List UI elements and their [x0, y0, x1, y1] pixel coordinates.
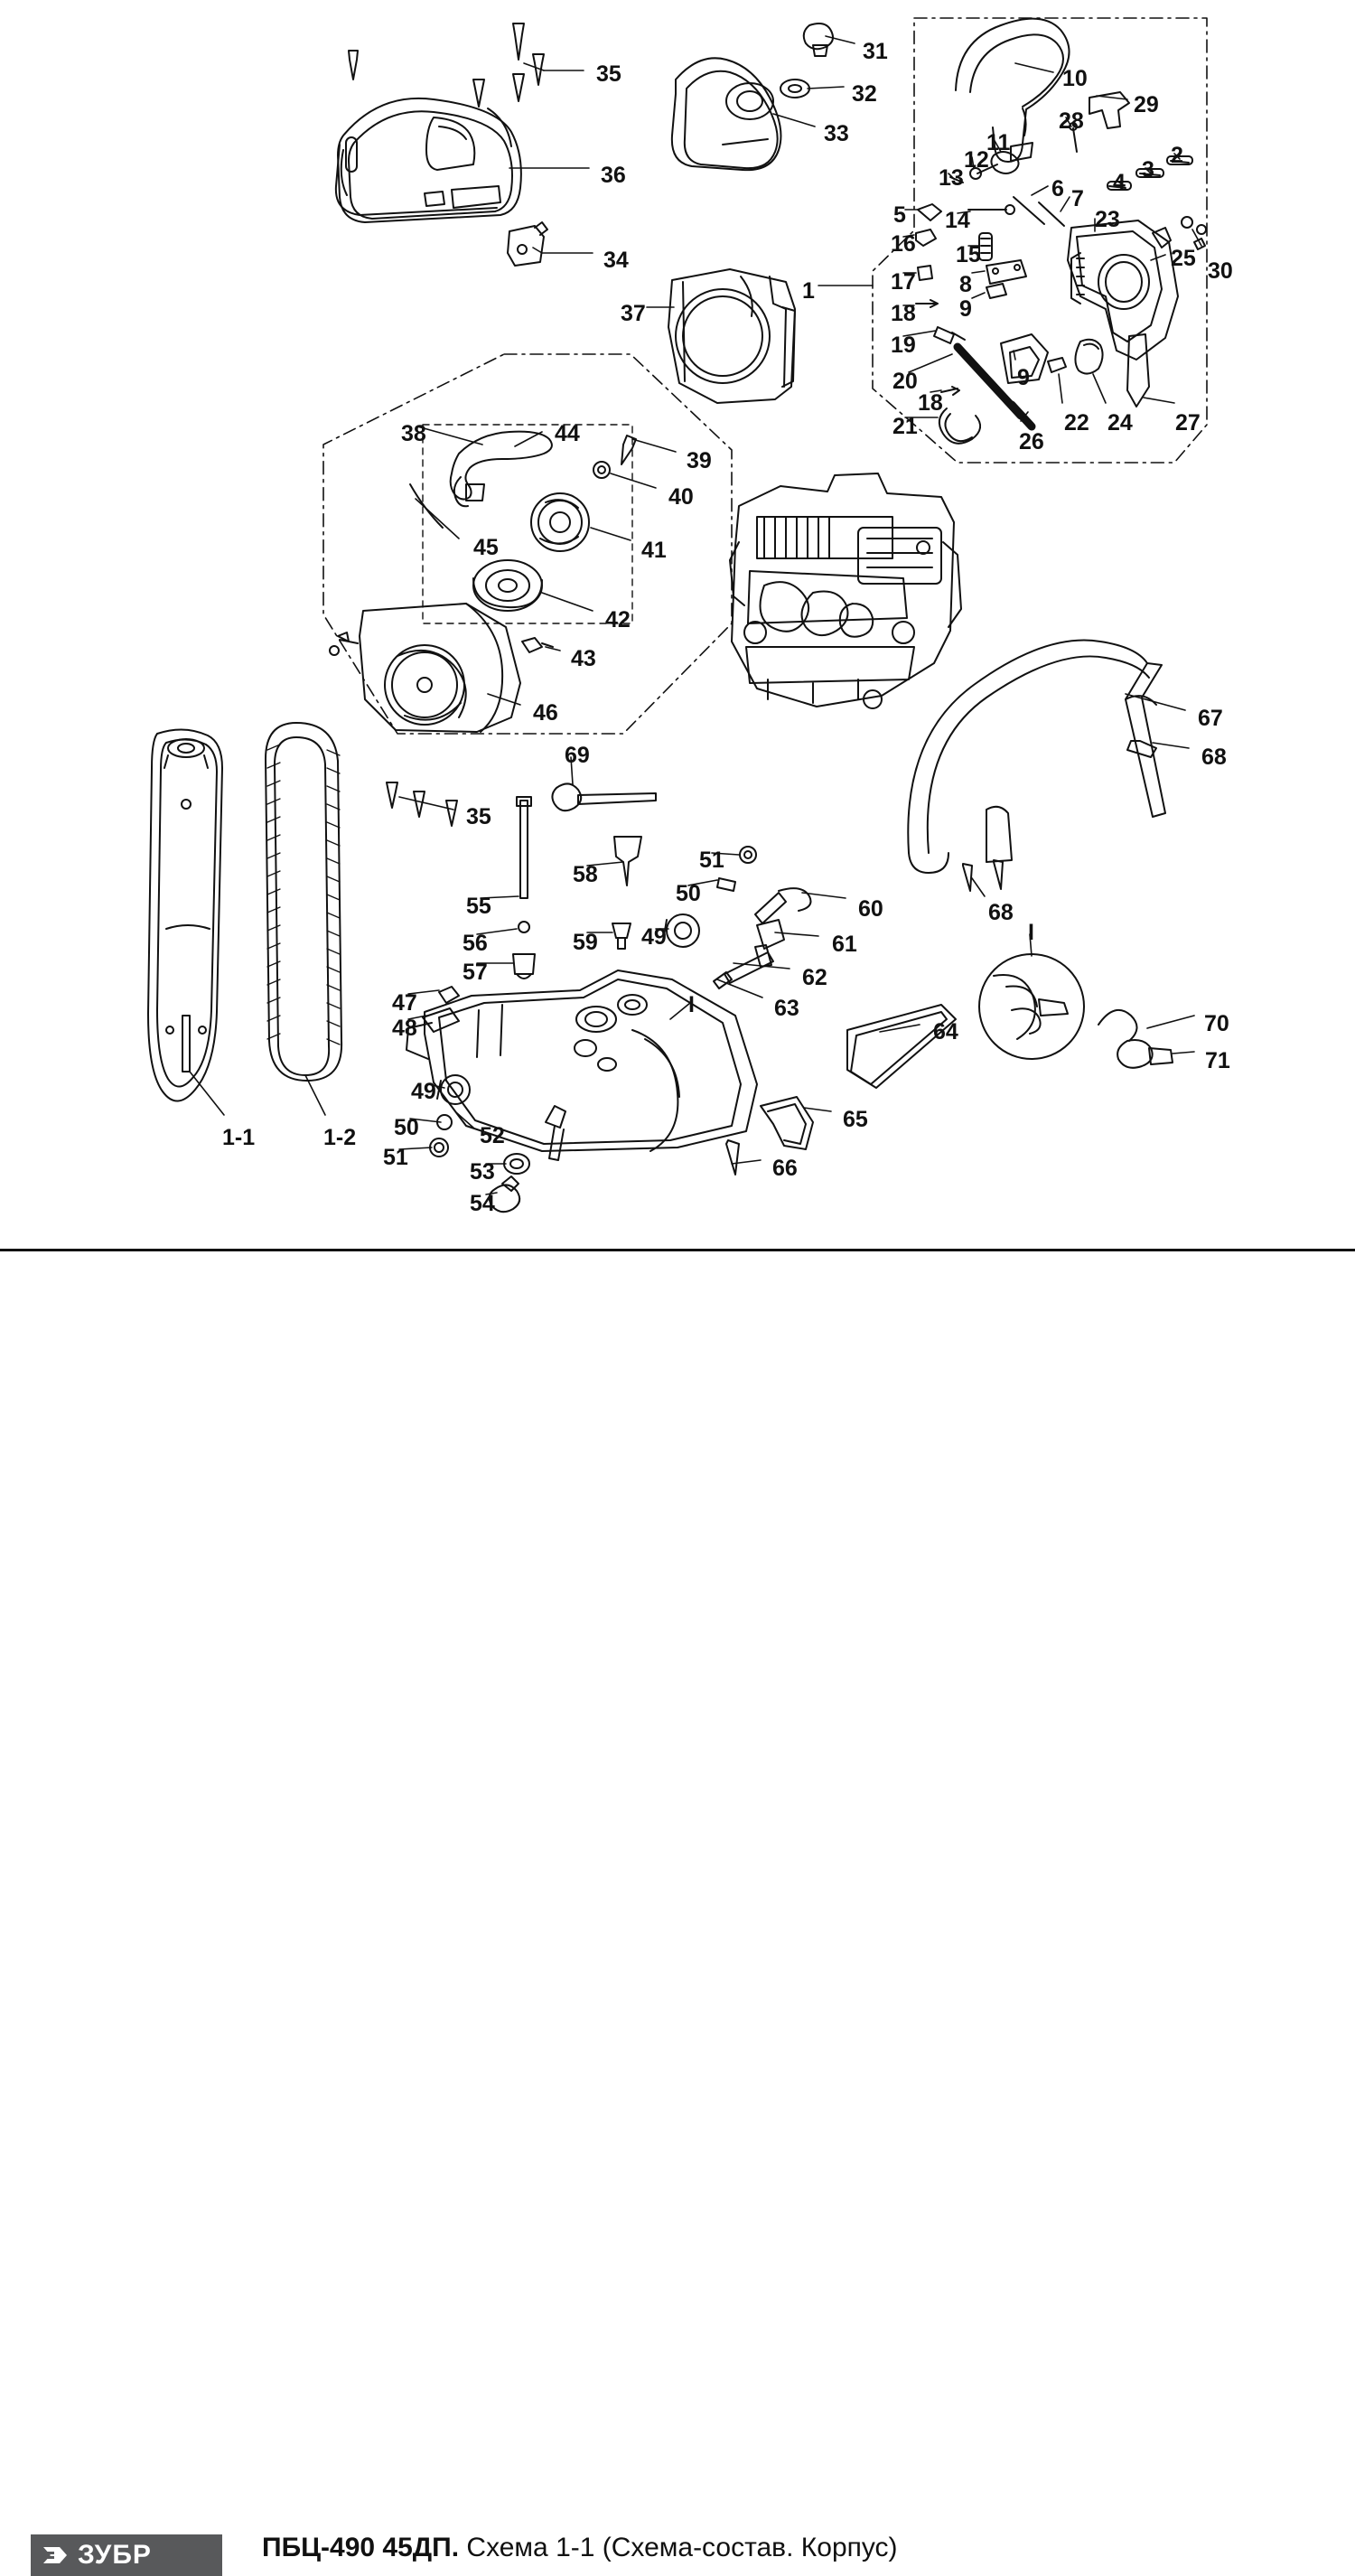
part-callout: 57 [463, 960, 488, 985]
part-callout: 61 [832, 932, 857, 957]
part-callout: 39 [687, 448, 712, 473]
part-callout: 34 [603, 248, 629, 273]
part-callout: 18 [918, 390, 943, 416]
part-callout: 65 [843, 1107, 868, 1132]
part-callout: 37 [621, 301, 646, 326]
part-callout: 1-1 [222, 1125, 256, 1150]
part-callout: 49 [411, 1079, 436, 1104]
part-callout: 50 [394, 1115, 419, 1140]
zubr-arrow-logo-icon [40, 2542, 70, 2569]
part-callout: 20 [892, 369, 918, 394]
scheme-name: Схема 1-1 (Схема-состав. Корпус) [466, 2533, 898, 2562]
part-callout: 4 [1113, 170, 1126, 195]
part-callout: 12 [964, 147, 989, 173]
part-callout: 67 [1198, 706, 1223, 731]
part-callout: 45 [473, 535, 499, 560]
part-callout: 32 [852, 81, 877, 107]
part-callout: 8 [959, 272, 972, 297]
part-callout: 56 [463, 931, 488, 956]
brand-badge [31, 2534, 222, 2576]
part-callout: 42 [605, 607, 631, 632]
part-callout: 33 [824, 121, 849, 146]
part-callout: 54 [470, 1191, 495, 1216]
part-callout: 28 [1059, 108, 1084, 134]
part-callout: 6 [1051, 176, 1064, 201]
model-name: ПБЦ-490 45ДП. [262, 2533, 460, 2562]
part-callout: 49 [641, 924, 667, 950]
part-callout: 44 [555, 421, 580, 446]
part-callout: 25 [1171, 246, 1196, 271]
part-callout: 24 [1107, 410, 1133, 436]
part-callout: 71 [1205, 1048, 1230, 1073]
part-callout: 10 [1062, 66, 1088, 91]
part-callout: 16 [891, 231, 916, 257]
part-callout: 30 [1208, 258, 1233, 284]
part-callout: 22 [1064, 410, 1089, 436]
part-callout: 68 [1201, 745, 1227, 770]
brand-name: ЗУБР [78, 2540, 152, 2570]
part-callout: 9 [1017, 365, 1030, 390]
part-callout: 63 [774, 996, 799, 1021]
part-callout: 27 [1175, 410, 1201, 436]
part-callout: 29 [1134, 92, 1159, 117]
part-callout: I [1028, 920, 1034, 945]
part-callout: 59 [573, 930, 598, 955]
part-callout: 43 [571, 646, 596, 671]
part-callout: 23 [1095, 207, 1120, 232]
part-callout: 13 [939, 165, 964, 191]
part-callout: 21 [892, 414, 918, 439]
part-callout: 31 [863, 39, 888, 64]
part-callout: 48 [392, 1016, 417, 1041]
part-callout: 35 [596, 61, 621, 87]
part-callout: 9 [959, 296, 972, 322]
part-callout: 53 [470, 1159, 495, 1185]
part-callout: I [688, 992, 695, 1017]
part-callout: 2 [1171, 143, 1183, 168]
part-callout: 38 [401, 421, 426, 446]
part-callout: 15 [956, 242, 981, 267]
part-callout: 50 [676, 881, 701, 906]
part-callout: 64 [933, 1019, 958, 1044]
part-callout: 1-2 [323, 1125, 357, 1150]
part-callout: 62 [802, 965, 827, 990]
part-callout: 3 [1142, 157, 1154, 183]
part-callout: 17 [891, 269, 916, 295]
part-callout: 14 [945, 208, 970, 233]
part-callout: 55 [466, 894, 491, 919]
part-callout: 11 [986, 130, 1011, 155]
part-callout: 41 [641, 538, 667, 563]
part-callout: 46 [533, 700, 558, 726]
footer-title [262, 2533, 898, 2563]
part-callout: 69 [565, 743, 590, 768]
part-callout: 1 [802, 278, 815, 304]
part-callout: 52 [480, 1123, 505, 1148]
part-callout: 7 [1071, 186, 1084, 211]
part-callout: 40 [668, 484, 694, 510]
part-callout: 47 [392, 990, 417, 1016]
part-callout: 36 [601, 163, 626, 188]
part-callout: 60 [858, 896, 883, 922]
part-callout: 35 [466, 804, 491, 829]
part-callout: 19 [891, 333, 916, 358]
part-callout: 51 [383, 1145, 408, 1170]
part-callout: 70 [1204, 1011, 1229, 1036]
part-callout: 26 [1019, 429, 1044, 454]
part-callout: 68 [988, 900, 1014, 925]
footer [0, 1251, 1355, 2570]
part-callout: 18 [891, 301, 916, 326]
part-callout: 51 [699, 848, 724, 873]
part-callout: 58 [573, 862, 598, 887]
part-callout: 5 [893, 202, 906, 228]
part-callout: 66 [772, 1156, 798, 1181]
